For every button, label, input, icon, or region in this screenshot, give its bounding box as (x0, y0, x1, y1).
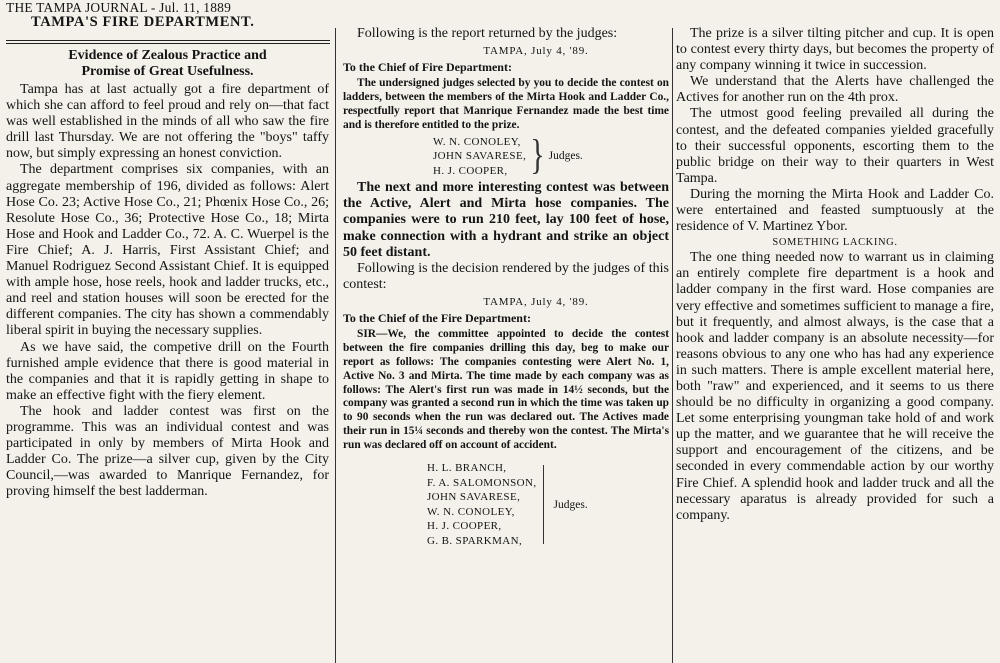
judge-name: W. N. CONOLEY, (427, 505, 515, 518)
column-1 (6, 42, 329, 663)
judge-name: F. A. SALOMONSON, (427, 476, 537, 489)
dateline: THE TAMPA JOURNAL - Jul. 11, 1889 (6, 0, 232, 15)
paragraph: During the morning the Mirta Hook and Ladder Co. were entertained and feasted sumptuously at the residence of V. Martinez Ybor. (676, 186, 994, 235)
report-date: TAMPA, July 4, '89. (483, 45, 589, 58)
salutation: To the Chief of Fire Department: (343, 60, 512, 75)
judge-name: H. L. BRANCH, (427, 462, 507, 475)
paragraph: The prize is a silver tilting pitcher and cup. It is open to contest every thirty days, but becomes the property of any company winning it twice in succession. (676, 26, 994, 74)
paragraph: Following is the decision rendered by the judges of this contest: (343, 260, 669, 292)
judge-name: JOHN SAVARESE, (427, 491, 521, 504)
paragraph: The utmost good feeling prevailed all during the contest, and the defeated companies yielded gracefully to their successful opponents, escorting them to the public bridge on their way to their quarters in West Tampa. (676, 106, 994, 186)
judges-label: Judges. (548, 150, 583, 163)
report-text: The undersigned judges selected by you to decide the contest on ladders, between the members of the Mirta Hook and Ladder Co., respectfully report that Manrique Fernandez made the best time and is therefore entitled to the prize. (343, 77, 669, 131)
column-2 (343, 26, 669, 663)
subheading-line-2: Promise of Great Usefulness. (81, 64, 254, 79)
judge-name: JOHN SAVARESE, (433, 150, 527, 163)
column-3 (676, 26, 994, 663)
paragraph: Following is the report returned by the judges: (357, 26, 618, 41)
subheading-line-1: Evidence of Zealous Practice and (68, 48, 267, 63)
salutation: To the Chief of the Fire Department: (343, 310, 531, 325)
signature-block (427, 461, 669, 548)
paragraph: As we have said, the competive drill on the Fourth furnished ample evidence that there is good material in the companies and that it is rapidly getting in shape to make an effective fight with the fiery element. (6, 339, 329, 403)
section-subheading: SOMETHING LACKING. (772, 237, 898, 249)
paragraph: The one thing needed now to warrant us in claiming an entirely complete fire department is a hook and ladder company in the first ward. Hose companies are very effective and sometimes sufficient to manage a fire, but it frequently, and almost always, is the case that a hook and ladder company is an absolute necessity—for reasons obvious to any one who has had any experience in such matters. There is ample excellent material here, both "raw" and experienced, and it seems to us there should be no difficulty in organizing a good company. Let some enterprising youngman take hold of and work up the matter, and we guarantee that he will receive the support and encouragement of the citizens, and be seconded in every commendable action by our worthy Fire Chief. A splendid hook and ladder truck and all the necessary aparatus is already provided for such a company. (676, 250, 994, 523)
headline: TAMPA'S FIRE DEPARTMENT. (31, 14, 255, 30)
report-date: TAMPA, July 4, '89. (483, 295, 589, 308)
paragraph: The hook and ladder contest was first on the programme. This was an individual contest and was participated in only by members of Mirta Hook and Ladder Co. The prize—a silver cup, given by the City Council,—was awarded to Manrique Fernandez, for proving himself the best ladderman. (6, 403, 329, 500)
paragraph: The next and more interesting contest was between the Active, Alert and Mirta hose companies. The companies were to run 210 feet, lay 100 feet of hose, make connection with a hydrant and strike an object 50 feet distant. (343, 180, 669, 260)
judge-name: W. N. CONOLEY, (433, 135, 521, 148)
brace: } (530, 132, 545, 179)
brace (543, 465, 544, 544)
paragraph: Tampa has at last actually got a fire department of which she can afford to feel proud and rely on—that fact was well established in the minds of all who saw the fire drill last Thursday. We are not offering the "boys" taffy now, but simply expressing an honest conviction. (6, 82, 329, 162)
paragraph: We understand that the Alerts have challenged the Actives for another run on the 4th prox. (676, 74, 994, 106)
column-rule-1 (335, 28, 336, 663)
judges-list (427, 461, 537, 548)
judges-label: Judges. (553, 498, 588, 511)
judge-name: H. J. COOPER, (433, 164, 508, 177)
paragraph: The department comprises six companies, with an aggregate membership of 196, divided as follows: Alert Hose Co. 23; Active Hose Co., 21; Phœnix Hose Co., 26; Resolute Hose Co., 36; Protective Hose Co., 18; Mirta Hose and Hook and Ladder Co., 72. A. C. Wuerpel is the Fire Chief; A. J. Harris, First Assistant Chief; and Manuel Rodriguez Second Assistant Chief. It is equipped with ample hose, hose reels, hook and ladder trucks, etc., and reel and station houses will soon be erected for the different companies. The city has shown a commendably liberal spirit in buying the necessary supplies. (6, 162, 329, 339)
judge-name: G. B. SPARKMAN, (427, 534, 523, 547)
judge-name: H. J. COOPER, (427, 520, 502, 533)
judges-list (433, 135, 526, 179)
report-text: SIR—We, the committee appointed to decide the contest between the fire companies drilling this day, beg to make our report as follows: The companies contesting were Alert No. 1, Active No. 3 and Mirta. The time made by each company was as follows: The Alert's first run was made in 14½ seconds, but the company was granted a second run in which the time was taken up to 90 seconds when the run was declared out. The Actives made their run in 15¼ seconds and thereby won the contest. The Mirta's run was declared off on account of accident. (343, 327, 669, 452)
signature-block (433, 132, 669, 179)
column-rule-2 (672, 28, 673, 663)
